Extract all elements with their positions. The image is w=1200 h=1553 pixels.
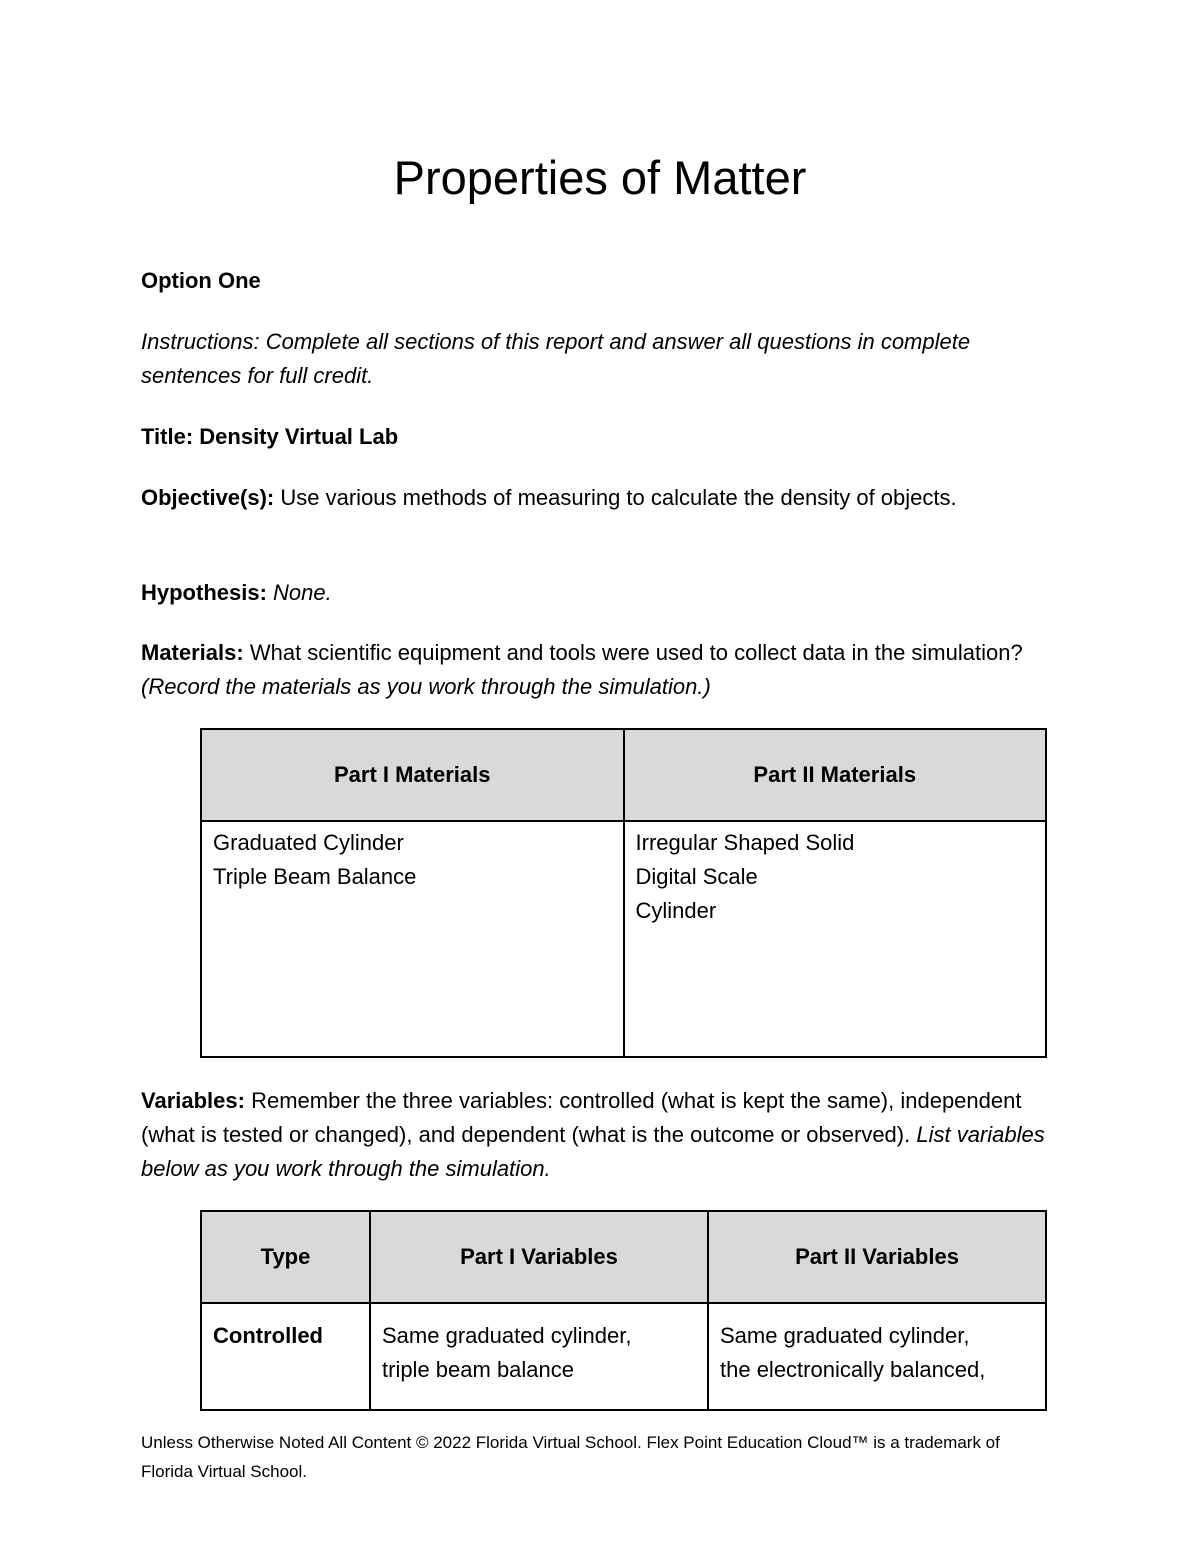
variables-type-cell — [201, 1303, 370, 1410]
lab-title: Title: Density Virtual Lab — [141, 424, 399, 449]
variables-header-row — [201, 1211, 1046, 1303]
materials-header-part2: Part II Materials — [624, 729, 1047, 821]
materials-part2-list: Irregular Shaped Solid Digital Scale Cylinder — [635, 830, 855, 923]
materials-table — [200, 728, 1047, 1058]
materials-note: (Record the materials as you work through the simulation.) — [141, 674, 711, 699]
variables-controlled-part1: Same graduated cylinder, triple beam balance — [382, 1323, 632, 1382]
materials-cell-part2[interactable] — [624, 821, 1047, 1057]
variables-header-part2: Part II Variables — [708, 1211, 1046, 1303]
materials-part1-list: Graduated Cylinder Triple Beam Balance — [213, 830, 417, 889]
instructions: Instructions: Complete all sections of this report and answer all questions in complete sentences for full credit. — [141, 329, 971, 388]
materials-header-row — [201, 729, 1046, 821]
materials-section — [141, 636, 1071, 704]
variables-part1-cell[interactable] — [370, 1303, 708, 1410]
materials-cell-part1[interactable] — [201, 821, 624, 1057]
variables-controlled-part2: Same graduated cylinder, the electronically balanced, — [720, 1323, 986, 1382]
variables-header-type: Type — [201, 1211, 370, 1303]
objective-text: Use various methods of measuring to calculate the density of objects. — [274, 485, 957, 510]
variables-type-controlled: Controlled — [213, 1323, 323, 1348]
variables-text: Remember the three variables: controlled (what is kept the same), independent (what is tested or changed), and dependent (what is the outcome or observed). — [141, 1088, 1022, 1147]
hypothesis-text: None. — [266, 580, 332, 605]
variables-section — [141, 1084, 1061, 1186]
materials-label: Materials: — [141, 640, 244, 665]
footer-copyright: Unless Otherwise Noted All Content © 2022 Florida Virtual School. Flex Point Education Cloud™ is a trademark of Florida Virtual School. — [141, 1433, 1000, 1481]
variables-header-part1: Part I Variables — [370, 1211, 708, 1303]
materials-text: What scientific equipment and tools were used to collect data in the simulation? — [243, 640, 1023, 665]
variables-table — [200, 1210, 1047, 1411]
materials-row — [201, 821, 1046, 1057]
page-title: Properties of Matter — [393, 151, 807, 204]
hypothesis-label: Hypothesis: — [141, 580, 267, 605]
option-heading: Option One — [141, 268, 261, 293]
variables-part2-cell[interactable] — [708, 1303, 1046, 1410]
hypothesis-section — [141, 576, 1071, 610]
objective-label: Objective(s): — [141, 485, 275, 510]
variables-note: List variables below as you work through the simulation. — [141, 1122, 1045, 1181]
materials-header-part1: Part I Materials — [201, 729, 624, 821]
table-row — [201, 1303, 1046, 1410]
objective-section — [141, 481, 1071, 515]
variables-label: Variables: — [141, 1088, 245, 1113]
